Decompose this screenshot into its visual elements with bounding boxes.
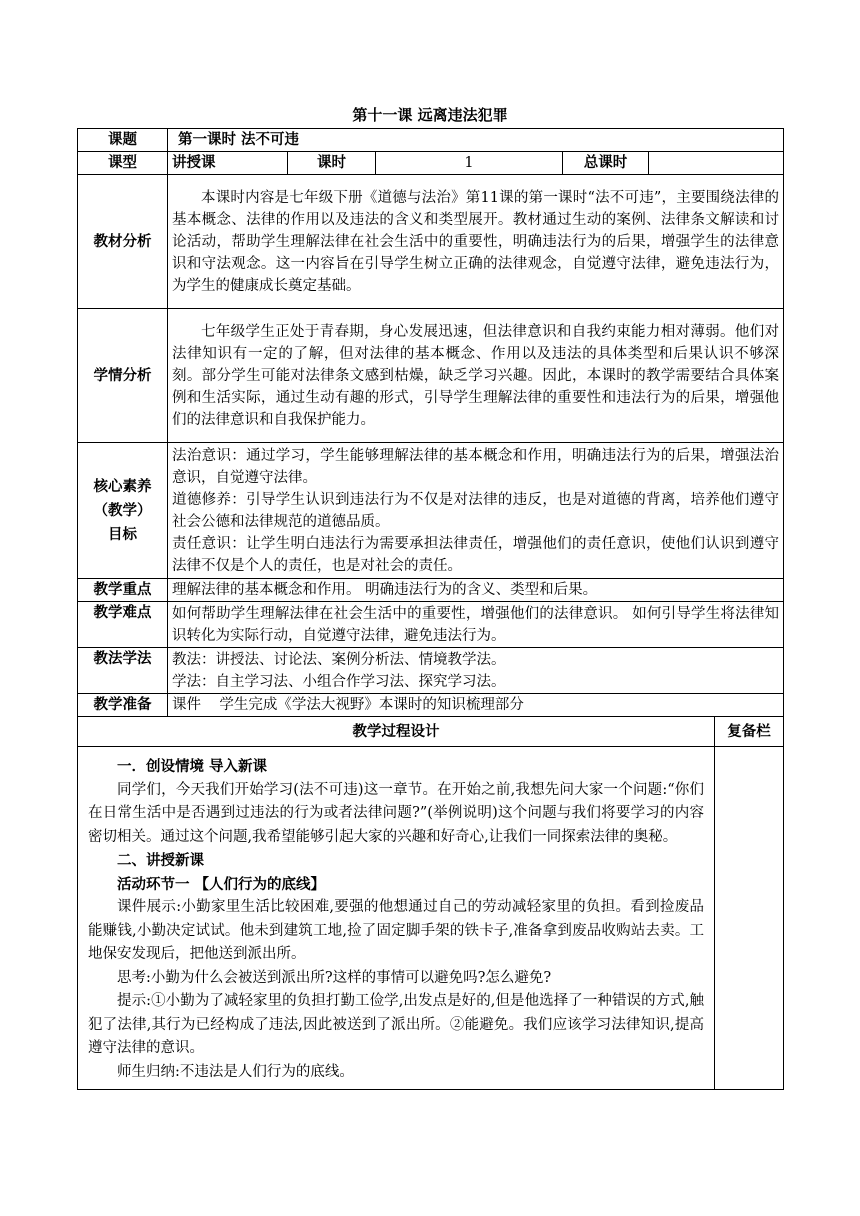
conclusion-paragraph: 师生归纳:不违法是人们行为的底线。	[117, 1063, 354, 1080]
goal-item: 法治意识：通过学习，学生能够理解法律的基本概念和作用，明确违法行为的后果，增强法治意识，自觉遵守法律。	[172, 447, 780, 486]
material-text: 本课时内容是七年级下册《道德与法治》第11课的第一课时“法不可违”，主要围绕法律的基本概念、法律的作用以及违法的含义和类型展开。教材通过生动的案例、法律条文解读和讨论活动，帮助学生理解法律在社会生活中的重要性，明确违法行为的后果，增强学生的法律意识和守法观念。这一内容旨在引导学生树立正确的法律观念，自觉遵守法律，避免违法行为，为学生的健康成长奠定基础。	[172, 189, 780, 294]
process-content	[78, 747, 715, 1090]
row-prep	[78, 694, 784, 717]
row-key	[78, 579, 784, 602]
students-label: 学情分析	[78, 309, 168, 443]
process-header: 教学过程设计	[78, 717, 715, 747]
review-column	[715, 747, 784, 1090]
row-type	[78, 152, 784, 175]
hours-label: 课时	[288, 152, 376, 175]
activity-heading: 活动环节一 【人们行为的底线】	[117, 875, 326, 893]
goals-label-line1: 核心素养	[93, 477, 152, 495]
difficulty-label: 教学难点	[78, 602, 168, 648]
row-process-body	[78, 747, 784, 1090]
review-column-header: 复备栏	[715, 717, 784, 747]
methods-label: 教法学法	[78, 648, 168, 694]
teaching-methods: 教法：讲授法、讨论法、案例分析法、情境教学法。	[172, 651, 506, 668]
row-material	[78, 175, 784, 309]
lesson-plan-table	[77, 128, 784, 1090]
type-value: 讲授课	[168, 152, 288, 175]
section-heading: 一．创设情境 导入新课	[117, 758, 268, 775]
total-hours-label: 总课时	[563, 152, 649, 175]
total-hours-value	[649, 152, 784, 175]
prep-text: 课件 学生完成《学法大视野》本课时的知识梳理部分	[168, 694, 784, 717]
prep-label: 教学准备	[78, 694, 168, 717]
question-paragraph: 思考:小勤为什么会被送到派出所?这样的事情可以避免吗?怎么避免?	[117, 969, 552, 986]
goals-label-line2: （教学）	[93, 501, 152, 519]
document-title: 第十一课 远离违法犯罪	[352, 106, 508, 124]
row-process-header	[78, 717, 784, 747]
hours-value: 1	[376, 152, 563, 175]
topic-label: 课题	[78, 129, 168, 152]
goal-item: 责任意识：让学生明白违法行为需要承担法律责任，增强他们的责任意识，使他们认识到遵守法律不仅是个人的责任，也是对社会的责任。	[172, 535, 780, 574]
learning-methods: 学法：自主学习法、小组合作学习法、探究学习法。	[172, 673, 506, 690]
students-text: 七年级学生正处于青春期，身心发展迅速，但法律意识和自我约束能力相对薄弱。他们对法律知识有一定的了解，但对法律的基本概念、作用以及违法的具体类型和后果认识不够深刻。部分学生可能对法律条文感到枯燥，缺乏学习兴趣。因此，本课时的教学需要结合具体案例和生活实际，通过生动有趣的形式，引导学生理解法律的重要性和违法行为的后果，增强他们的法律意识和自我保护能力。	[172, 323, 780, 428]
type-label: 课型	[78, 152, 168, 175]
key-label: 教学重点	[78, 579, 168, 602]
goal-item: 道德修养：引导学生认识到违法行为不仅是对法律的违反，也是对道德的背离，培养他们遵守社会公德和法律规范的道德品质。	[172, 491, 780, 530]
goals-label-line3: 目标	[108, 525, 137, 543]
hint-paragraph: 提示:①小勤为了减轻家里的负担打勤工俭学,出发点是好的,但是他选择了一种错误的方式,触犯了法律,其行为已经构成了违法,因此被送到了派出所。②能避免。我们应该学习法律知识,提高遵守法律的意识。	[88, 993, 704, 1056]
row-difficulty	[78, 602, 784, 648]
topic-value: 第一课时 法不可违	[168, 129, 784, 152]
difficulty-text: 如何帮助学生理解法律在社会生活中的重要性，增强他们的法律意识。 如何引导学生将法律知识转化为实际行动，自觉遵守法律，避免违法行为。	[168, 602, 784, 648]
section-heading: 二、讲授新课	[117, 852, 204, 869]
row-students	[78, 309, 784, 443]
row-methods	[78, 648, 784, 694]
row-topic	[78, 129, 784, 152]
goals-label	[78, 443, 168, 579]
goals-list	[168, 443, 784, 579]
material-label: 教材分析	[78, 175, 168, 309]
case-paragraph: 课件展示:小勤家里生活比较困难,要强的他想通过自己的劳动减轻家里的负担。看到捡废品能赚钱,小勤决定试试。他未到建筑工地,捡了固定脚手架的铁卡子,准备拿到废品收购站去卖。工地保安发现后，把他送到派出所。	[88, 899, 704, 962]
row-goals	[78, 443, 784, 579]
intro-paragraph: 同学们，今天我们开始学习(法不可违)这一章节。在开始之前,我想先问大家一个问题:“你们在日常生活中是否遇到过违法的行为或者法律问题?”(举例说明)这个问题与我们将要学习的内容密切相关。通过这个问题,我希望能够引起大家的兴趣和好奇心,让我们一同探索法律的奥秘。	[88, 781, 704, 845]
key-text: 理解法律的基本概念和作用。 明确违法行为的含义、类型和后果。	[168, 579, 784, 602]
